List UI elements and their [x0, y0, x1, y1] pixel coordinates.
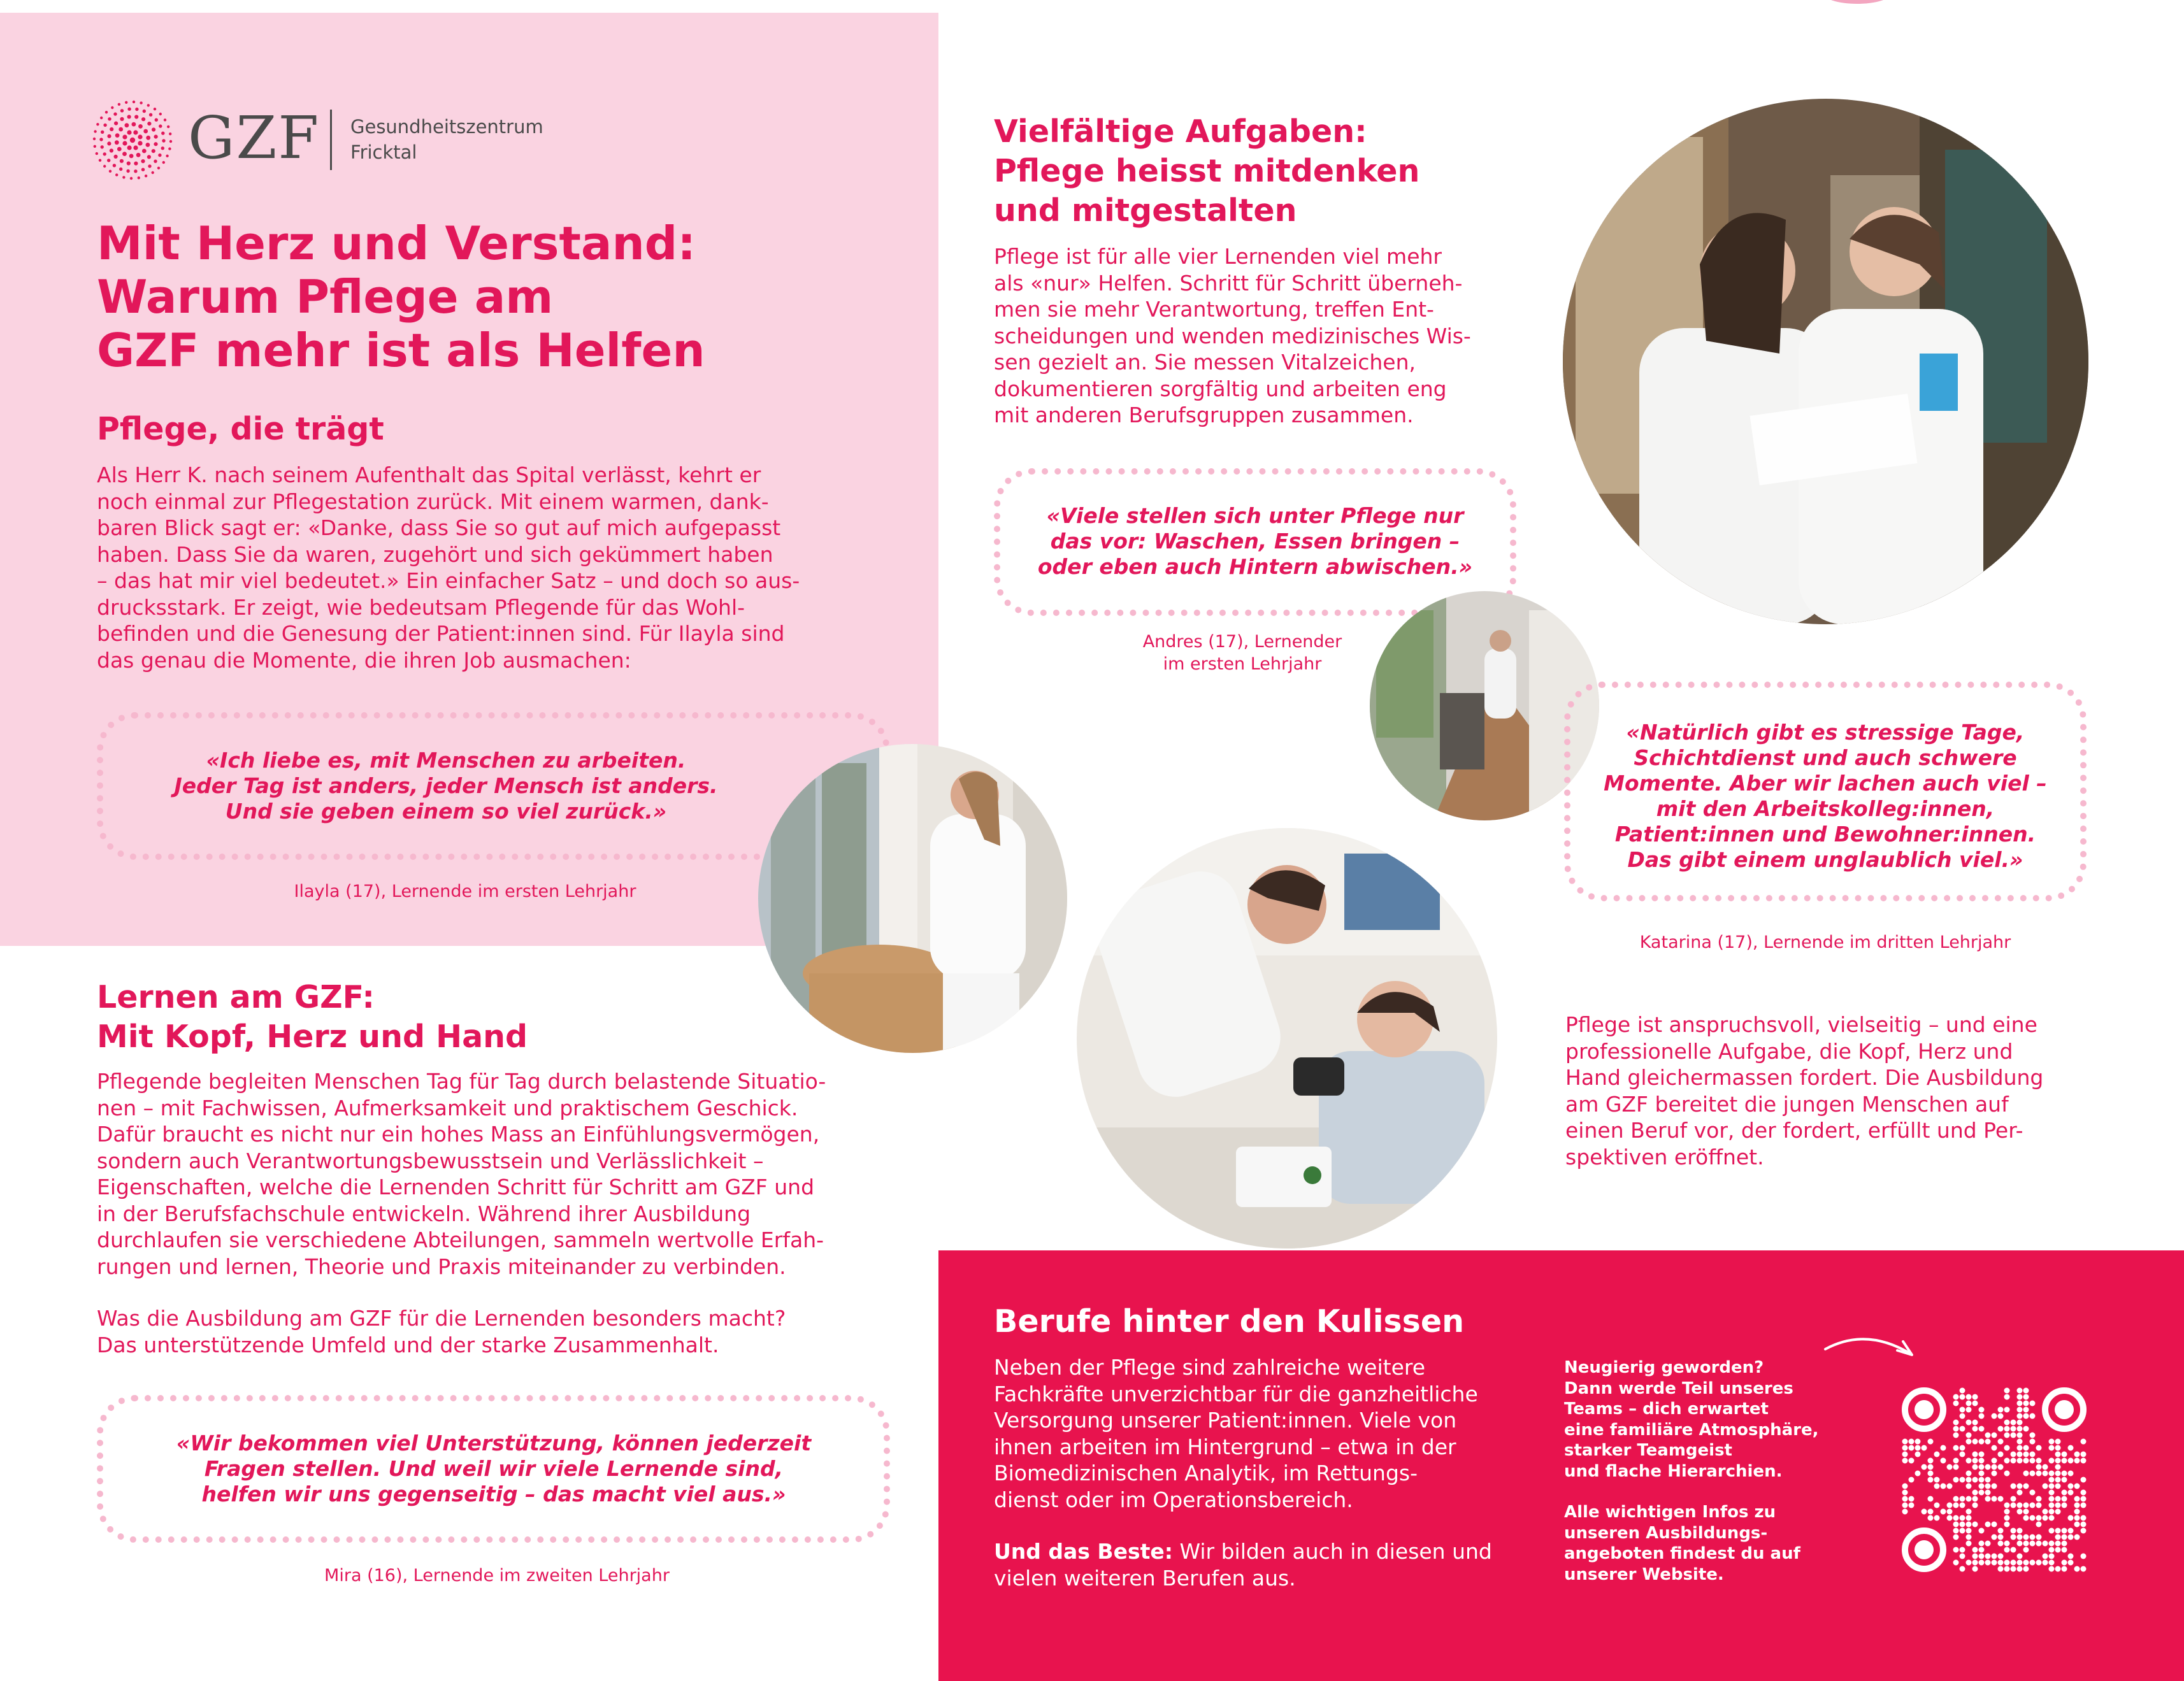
best-line-2: vielen weiteren Berufen aus.: [994, 1565, 1296, 1591]
top-accent: [1822, 0, 1892, 4]
text-line: einen Beruf vor, der fordert, erfüllt und Per-: [1565, 1118, 2023, 1143]
quote-katarina: [1574, 720, 2077, 873]
quote-line: Momente. Aber wir lachen auch viel –: [1604, 771, 2047, 796]
section3-text: [994, 243, 1567, 429]
text-line: Eigenschaften, welche die Lernenden Schritt für Schritt am GZF und: [97, 1175, 815, 1199]
section3-heading-line: Vielfältige Aufgaben:: [994, 113, 1367, 150]
section2-heading-line: Lernen am GZF:: [97, 979, 375, 1015]
text-line: das genau die Momente, die ihren Job ausmachen:: [97, 647, 631, 673]
text-line: Pflege ist anspruchsvoll, vielseitig – und eine: [1565, 1012, 2037, 1037]
section5: [994, 1302, 1567, 1591]
section5-text: [994, 1354, 1567, 1513]
section2-text2: [97, 1305, 900, 1358]
section1-heading: Pflege, die trägt: [97, 411, 384, 447]
text-line: Pflege ist für alle vier Lernenden viel mehr: [994, 244, 1442, 269]
text-line: Fachkräfte unverzichtbar für die ganzheitliche: [994, 1381, 1478, 1406]
main-title-line: GZF mehr ist als Helfen: [97, 324, 705, 377]
logo: [89, 96, 573, 185]
cta: [1564, 1357, 1832, 1585]
section5-heading: Berufe hinter den Kulissen: [994, 1303, 1464, 1340]
section3-heading-line: und mitgestalten: [994, 192, 1297, 229]
section2-text: [97, 1068, 900, 1280]
main-title: [97, 217, 861, 377]
text-line: am GZF bereitet die jungen Menschen auf: [1565, 1091, 2009, 1117]
logo-divider: [330, 110, 332, 170]
caption-ilayla: [191, 880, 739, 903]
text-line: Das unterstützende Umfeld und der starke Zusammenhalt.: [97, 1332, 719, 1357]
quote-ilayla: [127, 748, 765, 824]
section3: [994, 112, 1567, 429]
cta-line: starker Teamgeist: [1564, 1441, 1732, 1460]
text-line: als «nur» Helfen. Schritt für Schritt überneh-: [994, 270, 1463, 296]
text-line: professionelle Aufgabe, die Kopf, Herz und: [1565, 1038, 2013, 1064]
quote-line: Schichtdienst und auch schwere: [1634, 745, 2017, 770]
cta-line: unserer Website.: [1564, 1564, 1724, 1584]
main-title-line: Mit Herz und Verstand:: [97, 217, 696, 270]
quote-line: helfen wir uns gegenseitig – das macht viel aus.»: [201, 1482, 786, 1506]
cta-line: Teams – dich erwartet: [1564, 1399, 1769, 1419]
section1: [97, 410, 900, 673]
gzf-logo-icon: [89, 97, 176, 183]
text-line: drucksstark. Er zeigt, wie bedeutsam Pflegende für das Wohl-: [97, 594, 745, 620]
section3-heading-line: Pflege heisst mitdenken: [994, 153, 1420, 189]
text-line: Als Herr K. nach seinem Aufenthalt das Spital verlässt, kehrt er: [97, 462, 761, 487]
quote-line: «Wir bekommen viel Unterstützung, können jederzeit: [176, 1431, 812, 1456]
text-line: rungen und lernen, Theorie und Praxis miteinander zu verbinden.: [97, 1254, 786, 1279]
text-line: ihnen arbeiten im Hintergrund – etwa in der: [994, 1434, 1456, 1459]
text-line: in der Berufsfachschule entwickeln. Während ihrer Ausbildung: [97, 1201, 751, 1226]
text-line: – das hat mir viel bedeutet.» Ein einfacher Satz – und doch so aus-: [97, 568, 800, 593]
quote-line: das vor: Waschen, Essen bringen –: [1050, 529, 1460, 554]
best-text: Wir bilden auch in diesen und: [1172, 1539, 1492, 1564]
quote-line: oder eben auch Hintern abwischen.»: [1037, 554, 1473, 579]
caption-text: Ilayla (17), Lernende im ersten Lehrjahr: [294, 882, 636, 901]
text-line: haben. Dass Sie da waren, zugehört und sich gekümmert haben: [97, 541, 773, 567]
logo-letters: GZF: [188, 104, 320, 172]
cta-line: und flache Hierarchien.: [1564, 1461, 1783, 1481]
logo-org-line2: Fricktal: [350, 141, 417, 163]
text-line: Hand gleichermassen fordert. Die Ausbildung: [1565, 1065, 2044, 1090]
quote-line: Das gibt einem unglaublich viel.»: [1627, 847, 2023, 872]
caption-katarina: [1564, 931, 2087, 954]
text-line: Neben der Pflege sind zahlreiche weitere: [994, 1355, 1426, 1380]
text-line: dienst oder im Operationsbereich.: [994, 1487, 1353, 1512]
text-line: scheidungen und wenden medizinisches Wis-: [994, 323, 1471, 348]
caption-andres: [1121, 631, 1363, 675]
quote-line: Patient:innen und Bewohner:innen.: [1614, 822, 2036, 847]
quote-line: Fragen stellen. Und weil wir viele Lernende sind,: [204, 1456, 784, 1481]
cta-line: Alle wichtigen Infos zu: [1564, 1503, 1776, 1522]
text-line: men sie mehr Verantwortung, treffen Ent-: [994, 297, 1434, 322]
arrow-icon: [1822, 1330, 1918, 1368]
text-line: Was die Ausbildung am GZF für die Lernenden besonders macht?: [97, 1306, 786, 1331]
section2-heading-line: Mit Kopf, Herz und Hand: [97, 1019, 528, 1055]
photo-blood-pressure: [1077, 828, 1497, 1248]
text-line: befinden und die Genesung der Patient:innen sind. Für Ilayla sind: [97, 621, 785, 646]
text-line: dokumentieren sorgfältig und arbeiten eng: [994, 376, 1447, 401]
photo-blood-pressure-image: [1077, 828, 1497, 1248]
text-line: spektiven eröffnet.: [1565, 1144, 1764, 1170]
quote-line: mit den Arbeitskolleg:innen,: [1656, 796, 1995, 821]
cta-line: eine familiäre Atmosphäre,: [1564, 1420, 1819, 1440]
best-label: Und das Beste:: [994, 1539, 1173, 1564]
section4-text: [1565, 1012, 2139, 1170]
text-line: Dafür braucht es nicht nur ein hohes Mass an Einfühlungsvermögen,: [97, 1122, 820, 1147]
section2: [97, 978, 900, 1358]
main-title-line: Warum Pflege am: [97, 270, 554, 324]
section5-best: [994, 1538, 1567, 1591]
qr-code-icon[interactable]: [1902, 1387, 2087, 1572]
cta-line: Dann werde Teil unseres: [1564, 1378, 1793, 1398]
quote-line: Und sie geben einem so viel zurück.»: [225, 799, 667, 824]
section1-text: [97, 462, 900, 673]
photo-nurses-reading-image: [1563, 99, 2088, 624]
text-line: sondern auch Verantwortungsbewusstsein und Verlässlichkeit –: [97, 1148, 764, 1173]
text-line: durchlaufen sie verschiedene Abteilungen, sammeln wertvolle Erfah-: [97, 1227, 824, 1252]
logo-org-line1: Gesundheitszentrum: [350, 116, 543, 138]
text-line: nen – mit Fachwissen, Aufmerksamkeit und praktischem Geschick.: [97, 1095, 798, 1120]
text-line: sen gezielt an. Sie messen Vitalzeichen,: [994, 350, 1416, 375]
text-line: noch einmal zur Pflegestation zurück. Mit einem warmen, dank-: [97, 489, 769, 514]
caption-mira: [191, 1564, 803, 1587]
quote-line: «Ich liebe es, mit Menschen zu arbeiten.: [206, 748, 686, 773]
quote-line: «Viele stellen sich unter Pflege nur: [1046, 503, 1464, 528]
text-line: baren Blick sagt er: «Danke, dass Sie so gut auf mich aufgepasst: [97, 515, 781, 540]
quote-line: Jeder Tag ist anders, jeder Mensch ist anders.: [174, 773, 718, 798]
best-line: [994, 1538, 1567, 1565]
caption-line: Andres (17), Lernender: [1142, 632, 1342, 652]
cta-line: unseren Ausbildungs-: [1564, 1523, 1768, 1543]
text-line: Versorgung unserer Patient:innen. Viele von: [994, 1408, 1457, 1433]
cta-line: Neugierig geworden?: [1564, 1358, 1764, 1377]
text-line: Biomedizinischen Analytik, im Rettungs-: [994, 1461, 1418, 1485]
text-line: mit anderen Berufsgruppen zusammen.: [994, 403, 1414, 427]
quote-mira: [127, 1431, 860, 1507]
caption-text: Katarina (17), Lernende im dritten Lehrjahr: [1639, 933, 2011, 952]
cta-line: angeboten findest du auf: [1564, 1544, 1800, 1563]
caption-line: im ersten Lehrjahr: [1163, 654, 1322, 674]
quote-line: «Natürlich gibt es stressige Tage,: [1626, 720, 2025, 745]
quote-andres: [1007, 503, 1504, 580]
text-line: Pflegende begleiten Menschen Tag für Tag durch belastende Situatio-: [97, 1069, 826, 1094]
photo-nurses-reading: [1563, 99, 2088, 624]
caption-text: Mira (16), Lernende im zweiten Lehrjahr: [324, 1566, 670, 1585]
